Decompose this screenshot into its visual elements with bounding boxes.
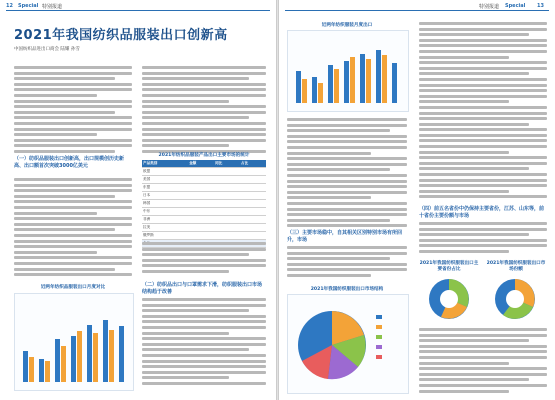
pie-left-title: 2021年我国纺织服装出口主要省份占比 <box>419 261 479 272</box>
table-row <box>142 224 266 232</box>
table-row <box>142 208 266 216</box>
body-text-r-col1 <box>287 118 407 230</box>
table-cell: 欧盟 <box>142 168 188 176</box>
chart1-bar <box>87 325 92 382</box>
table-cell: 美国 <box>142 176 188 184</box>
chart3-title: 2021年我国纺织服装出口市场结构 <box>310 287 384 292</box>
body-text-r-col2b <box>419 222 547 256</box>
chart2-bar <box>296 71 301 103</box>
table-cell: 韩国 <box>142 200 188 208</box>
chart1-bar <box>55 339 60 382</box>
body-text-r-col1b <box>287 246 407 280</box>
section-tag-left: 特别报道 <box>42 4 63 10</box>
left-page <box>0 0 276 400</box>
header-rule-left <box>6 10 270 11</box>
table-row <box>142 168 266 176</box>
table-cell: 中东 <box>142 208 188 216</box>
legend-swatch <box>376 315 382 319</box>
table-row <box>142 200 266 208</box>
subheading-3: （三）主要市场稳中，自其相关区别特别市场有所回升，市场 <box>287 230 403 243</box>
page-number-right: 13 <box>537 3 544 9</box>
chart1-bar <box>71 336 76 382</box>
body-text-col1b <box>14 178 132 279</box>
table-row <box>142 184 266 192</box>
chart1-bar <box>23 351 28 382</box>
section-label-right: Special <box>505 3 526 9</box>
table-header-cell: 产品类别 <box>142 160 188 168</box>
body-text-r-col2c <box>419 328 547 395</box>
market-structure-chart <box>287 294 409 394</box>
chart1-bar <box>119 326 124 382</box>
body-text-r-col2 <box>419 22 547 201</box>
table-row <box>142 192 266 200</box>
chart1-bar <box>45 361 50 382</box>
chart1-title: 近两年纺织品服装出口月度对比 <box>40 285 106 290</box>
table-cell: 东盟 <box>142 184 188 192</box>
table-header-row <box>142 160 266 168</box>
table-title: 2021年纺织品服装产品出口主要市场的统计 <box>158 153 250 158</box>
right-page <box>279 0 555 400</box>
chart2-bar <box>350 57 355 103</box>
market-table <box>142 160 266 248</box>
monthly-export-chart <box>14 293 134 391</box>
section-label-left: Special <box>18 3 39 9</box>
chart2-bar <box>334 69 339 103</box>
header-rule-right <box>285 10 549 11</box>
chart2-bar <box>312 77 317 103</box>
legend-swatch <box>376 325 382 329</box>
chart2-title: 近两年纺织服装月度出口 <box>321 23 373 28</box>
pie-hole <box>506 290 524 308</box>
table-row <box>142 232 266 240</box>
chart2-bar <box>328 65 333 103</box>
body-text-col1 <box>14 66 132 156</box>
table-row <box>142 176 266 184</box>
chart2-bar <box>302 79 307 103</box>
table-cell: 俄罗斯 <box>142 232 188 240</box>
chart1-plot <box>21 300 129 382</box>
chart1-bar <box>39 359 44 382</box>
pie-hole <box>440 290 458 308</box>
pie-right-title: 2021年我国纺织服装出口市场份额 <box>486 261 546 272</box>
chart2-bar <box>318 83 323 103</box>
chart1-bar <box>103 320 108 382</box>
table-header-cell: 金额 <box>188 160 214 168</box>
chart1-bar <box>77 331 82 382</box>
chart2-plot <box>294 37 404 103</box>
body-text-col2c <box>142 298 266 388</box>
article-byline: 中国纺织品进出口商会 陆耀 孙雪 <box>14 47 80 52</box>
legend-swatch <box>376 345 382 349</box>
province-pies <box>419 276 547 322</box>
table-row <box>142 216 266 224</box>
chart2-bar <box>360 54 365 103</box>
chart1-bar <box>29 357 34 382</box>
table-cell: 非洲 <box>142 216 188 224</box>
page-number-left: 12 <box>6 3 13 9</box>
chart2-bar <box>344 61 349 103</box>
chart2-bar <box>382 55 387 103</box>
body-text-col2b <box>142 242 266 276</box>
body-text-col2 <box>142 66 266 156</box>
legend-swatch <box>376 355 382 359</box>
legend-swatch <box>376 335 382 339</box>
subheading-4: （四）前五名省份中仍保持主要省份，江苏、山东等，前十省份主要份额与市场 <box>419 206 545 219</box>
subheading-1: （一）纺织品服装出口创新高，出口规模创历史新高、出口额首次突破3000亿美元 <box>14 156 125 169</box>
chart2-bar <box>366 59 371 103</box>
chart1-bar <box>61 346 66 382</box>
market-pie <box>288 295 408 393</box>
table-header-cell: 同比 <box>214 160 240 168</box>
chart2-bar <box>376 50 381 103</box>
table-cell: 拉美 <box>142 224 188 232</box>
section-tag-right: 特别报道 <box>479 4 500 10</box>
chart1-bar <box>109 330 114 382</box>
table-cell: 日本 <box>142 192 188 200</box>
chart2-bar <box>392 63 397 103</box>
subheading-2: （二）纺织品出口与口罩需求下滑，纺织服装出口市场结构趋于改善 <box>142 282 263 295</box>
table-header-cell: 占比 <box>240 160 266 168</box>
chart1-bar <box>93 333 98 382</box>
article-title: 2021年我国纺织品服装出口创新高 <box>14 28 228 43</box>
monthly-trend-chart <box>287 30 409 112</box>
